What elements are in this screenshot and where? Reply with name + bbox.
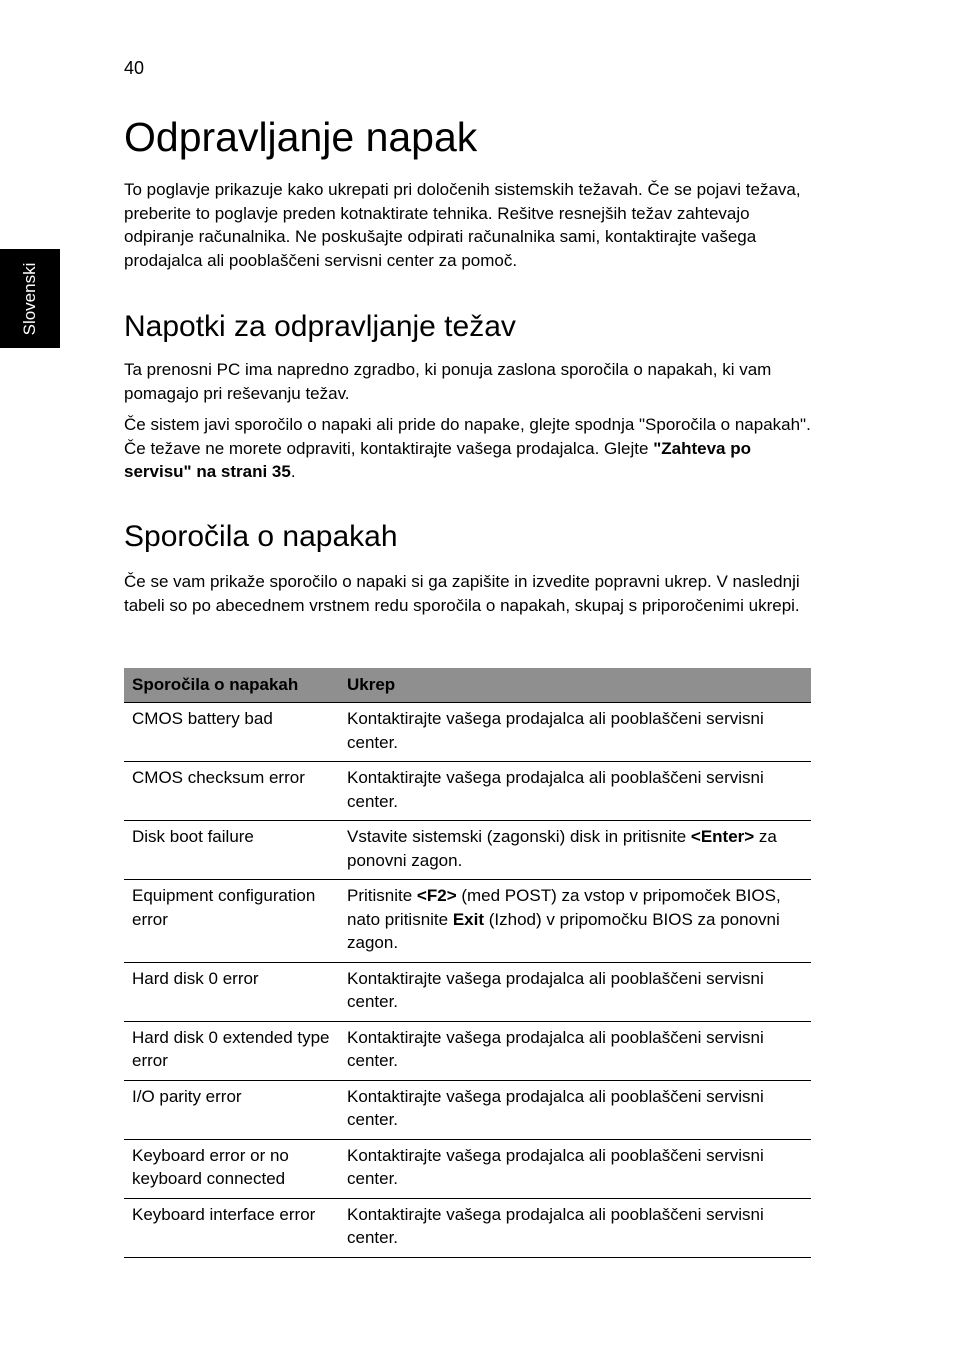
action-text: Kontaktirajte vašega prodajalca ali pooblaščeni servisni center. [347,1145,764,1188]
error-message-cell: CMOS battery bad [124,703,339,762]
table-row [124,821,811,880]
action-cell [339,880,811,963]
action-cell [339,1080,811,1139]
intro-paragraph: To poglavje prikazuje kako ukrepati pri določenih sistemskih težavah. Če se pojavi težava, preberite to poglavje preden kotnaktirate tehnika. Rešitve resnejših težav zahtevajo odpiranje računalnika. Ne poskušajte odpirati računalnika sami, kontaktirajte vašega prodajalca ali pooblaščeni servisni center za pomoč. [124,180,801,270]
header-action: Ukrep [339,668,811,703]
action-text: Kontaktirajte vašega prodajalca ali pooblaščeni servisni center. [347,968,764,1011]
action-text: (Izhod) v pripomočku BIOS za ponovni zagon. [347,909,780,952]
action-text: za ponovni zagon. [347,827,777,870]
service-reference-link[interactable]: "Zahteva po servisu" na strani 35 [124,438,751,481]
action-cell [339,1021,811,1080]
action-key-text: <Enter> [690,827,755,846]
action-text: Kontaktirajte vašega prodajalca ali pooblaščeni servisni center. [347,1204,764,1247]
error-messages-table [124,668,811,1258]
error-message-cell: CMOS checksum error [124,762,339,821]
table-row [124,1080,811,1139]
page-title: Odpravljanje napak [124,114,478,160]
action-text: Kontaktirajte vašega prodajalca ali pooblaščeni servisni center. [347,709,764,752]
table-header-row [124,668,811,703]
tips-paragraph-2 [124,413,812,484]
table-row [124,962,811,1021]
tips-paragraph-2-text: Če sistem javi sporočilo o napaki ali pride do napake, glejte spodnja "Sporočila o napakah". Če težave ne morete odpraviti, kontaktirajte vašega prodajalca. Glejte [124,415,811,458]
action-text: (med POST) za vstop v pripomoček BIOS, nato pritisnite [347,886,781,929]
action-text: Pritisnite [347,886,417,905]
table-row [124,703,811,762]
error-message-cell: Hard disk 0 extended type error [124,1021,339,1080]
action-text: Vstavite sistemski (zagonski) disk in pritisnite [347,827,691,846]
action-cell [339,962,811,1021]
messages-heading: Sporočila o napakah [124,520,398,553]
action-text: Kontaktirajte vašega prodajalca ali pooblaščeni servisni center. [347,768,764,811]
error-message-cell: Keyboard error or no keyboard connected [124,1139,339,1198]
tips-paragraph-2-end: . [290,462,296,481]
table-row [124,1021,811,1080]
error-message-cell: Keyboard interface error [124,1198,339,1257]
action-cell [339,1198,811,1257]
action-key-text: Exit [452,909,485,929]
header-messages: Sporočila o napakah [124,668,339,703]
messages-paragraph: Če se vam prikaže sporočilo o napaki si ga zapišite in izvedite popravni ukrep. V naslednji tabeli so po abecednem vrstnem redu sporočila o napakah, skupaj s priporočenimi ukrepi. [124,572,800,615]
language-label: Slovenski [20,262,39,335]
language-side-tab [0,249,60,348]
action-cell [339,1139,811,1198]
page-number: 40 [124,58,145,78]
table-row [124,762,811,821]
tips-heading: Napotki za odpravljanje težav [124,310,516,343]
table-body [124,703,811,1258]
action-cell [339,821,811,880]
error-message-cell: Hard disk 0 error [124,962,339,1021]
error-message-cell: Equipment configuration error [124,880,339,963]
table-row [124,1139,811,1198]
action-text: Kontaktirajte vašega prodajalca ali pooblaščeni servisni center. [347,1086,764,1129]
table-row [124,1198,811,1257]
table-row [124,880,811,963]
error-message-cell: I/O parity error [124,1080,339,1139]
action-cell [339,762,811,821]
action-key-text: <F2> [416,886,457,905]
error-message-cell: Disk boot failure [124,821,339,880]
action-cell [339,703,811,762]
action-text: Kontaktirajte vašega prodajalca ali pooblaščeni servisni center. [347,1027,764,1070]
tips-paragraph-1: Ta prenosni PC ima napredno zgradbo, ki ponuja zaslona sporočila o napakah, ki vam pomagajo pri reševanju težav. [124,360,772,403]
